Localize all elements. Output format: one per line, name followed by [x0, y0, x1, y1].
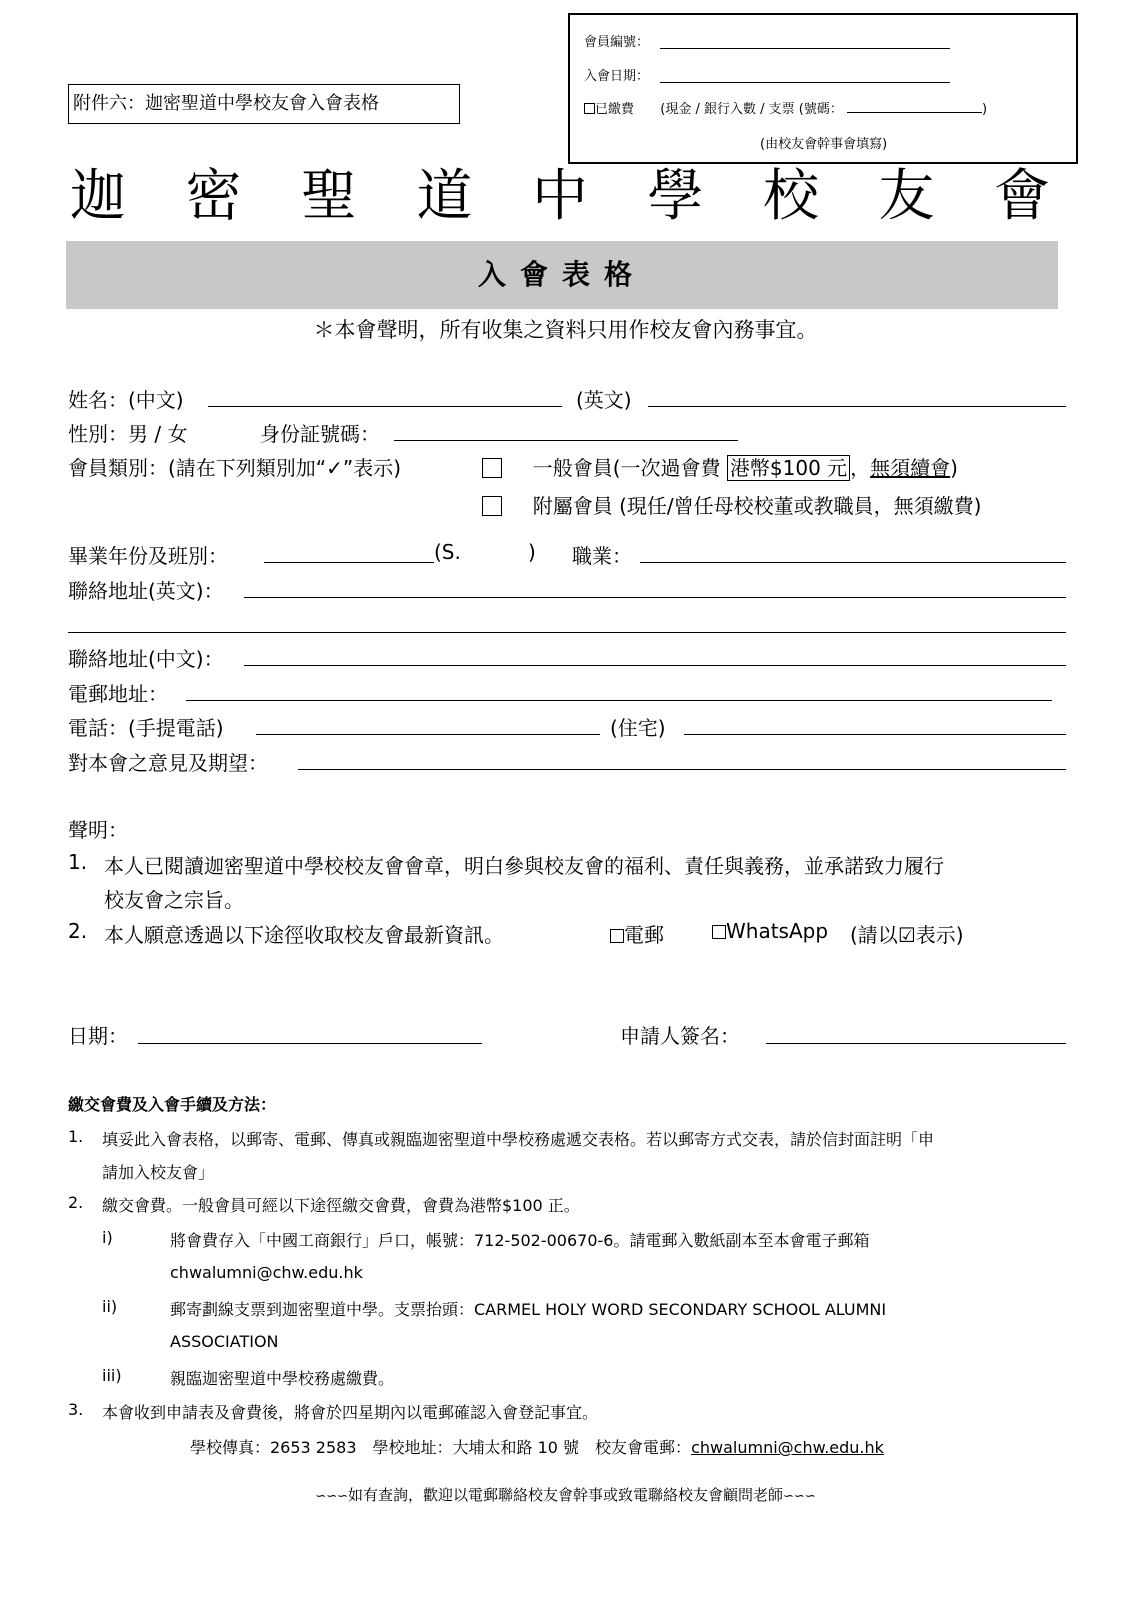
home-phone-label: (住宅): [610, 716, 666, 740]
address-en-label: 聯絡地址(英文)：: [68, 579, 224, 603]
association-title: [60, 152, 1060, 232]
office-note: (由校友會幹事會填寫): [760, 137, 888, 152]
general-member-label: 一般會員(一次過會費: [532, 456, 721, 480]
fee-comma: ，: [850, 456, 871, 480]
ornament-left-icon: ∽∽∽: [315, 1489, 348, 1504]
title-char: 聖: [301, 164, 357, 229]
paid-close: ): [982, 102, 988, 117]
signature-label: 申請人簽名：: [620, 1024, 740, 1048]
declaration-item-1-num: 1.: [68, 850, 88, 874]
opinion-label: 對本會之意見及期望：: [68, 751, 268, 775]
whatsapp-option: [712, 919, 828, 943]
step-2-num: 2.: [68, 1193, 84, 1212]
step-2-text: 繳交會費。一般會員可經以下途徑繳交會費，會費為港幣$100 正。: [102, 1196, 580, 1215]
gender-label: 性別：男 / 女: [68, 422, 188, 446]
associate-member-checkbox[interactable]: [482, 496, 502, 516]
paid-label: 已繳費: [595, 102, 635, 117]
associate-member-option: [482, 490, 981, 519]
privacy-notice: ＊本會聲明，所有收集之資料只用作校友會內務事宜。: [313, 318, 818, 342]
member-no-line[interactable]: [660, 48, 950, 49]
contact-details: 學校傳真：2653 2583 學校地址：大埔太和路 10 號 校友會電郵：: [190, 1438, 692, 1457]
email-option: [610, 919, 664, 948]
step-1-line-1: 填妥此入會表格，以郵寄、電郵、傳真或親臨迦密聖道中學校務處遞交表格。若以郵寄方式交表，請於信封面註明「申: [102, 1130, 935, 1149]
general-close: ): [950, 456, 958, 480]
join-date-line[interactable]: [660, 82, 950, 83]
method-ii-line-1: 郵寄劃線支票到迦密聖道中學。支票抬頭：CARMEL HOLY WORD SECONDARY SCHOOL ALUMNI: [170, 1300, 887, 1319]
id-field[interactable]: [394, 440, 738, 441]
class-close: ): [528, 540, 536, 564]
member-no-label: 會員編號：: [584, 35, 650, 50]
alumni-email-link[interactable]: chwalumni@chw.edu.hk: [691, 1438, 884, 1457]
address-zh-label: 聯絡地址(中文)：: [68, 647, 224, 671]
grad-year-label: 畢業年份及班別：: [68, 544, 228, 568]
check-hint-suffix: 表示): [915, 923, 964, 947]
method-iii-text: 親臨迦密聖道中學校務處繳費。: [170, 1369, 395, 1388]
method-ii-num: ii): [102, 1297, 118, 1316]
ornament-right-icon: ∽∽∽: [783, 1489, 816, 1504]
method-i-line-2: chwalumni@chw.edu.hk: [170, 1263, 363, 1282]
step-1-line-2: 請加入校友會」: [102, 1163, 215, 1182]
general-member-checkbox[interactable]: [482, 458, 502, 478]
step-1-num: 1.: [68, 1127, 84, 1146]
declaration-heading: 聲明：: [68, 818, 128, 842]
title-char: 會: [994, 164, 1050, 229]
member-no-row: [584, 31, 649, 50]
signature-field[interactable]: [766, 1043, 1066, 1044]
form-title-banner: 入會表格: [66, 241, 1058, 309]
mobile-field[interactable]: [256, 734, 600, 735]
email-option-label: 電郵: [624, 923, 664, 947]
home-phone-field[interactable]: [684, 734, 1066, 735]
address-en-field[interactable]: [244, 597, 1066, 598]
title-char: 學: [647, 164, 704, 229]
paid-detail: (現金 / 銀行入數 / 支票 (號碼：: [660, 102, 843, 117]
name-zh-field[interactable]: [208, 406, 562, 407]
checked-box-icon: ☑: [897, 923, 916, 947]
enquiry-text: 如有查詢，歡迎以電郵聯絡校友會幹事或致電聯絡校友會顧問老師: [347, 1486, 783, 1504]
email-field[interactable]: [186, 700, 1052, 701]
general-member-option: [482, 452, 958, 481]
address-en-field-line2[interactable]: [68, 632, 1066, 633]
job-label: 職業：: [572, 544, 632, 568]
grad-year-field[interactable]: [264, 562, 434, 563]
category-label: 會員類別：(請在下列類別加“✓”表示): [68, 456, 402, 480]
title-char: 友: [878, 164, 935, 229]
email-label: 電郵地址：: [68, 682, 168, 706]
phone-label: 電話：(手提電話): [68, 716, 224, 740]
associate-member-label: 附屬會員 (現任/曾任母校校董或教職員，無須繳費): [532, 494, 982, 518]
name-en-field[interactable]: [648, 406, 1066, 407]
step-3-text: 本會收到申請表及會費後，將會於四星期內以電郵確認入會登記事宜。: [102, 1403, 599, 1422]
address-zh-field[interactable]: [244, 665, 1066, 666]
paid-row: [584, 98, 987, 117]
job-field[interactable]: [640, 562, 1066, 563]
cheque-no-line[interactable]: [847, 112, 982, 113]
title-char: 校: [763, 164, 819, 229]
opinion-field[interactable]: [298, 769, 1066, 770]
method-i-line-1: 將會費存入「中國工商銀行」戶口，帳號：712-502-00670-6。請電郵入數紙副本至本會電子郵箱: [170, 1231, 870, 1250]
office-use-box: [568, 13, 1078, 164]
declaration-item-2-text: 本人願意透過以下途徑收取校友會最新資訊。: [104, 923, 504, 947]
class-label: (S.: [434, 540, 461, 564]
title-char: 迦: [70, 164, 126, 229]
join-date-label: 入會日期：: [584, 69, 650, 84]
method-ii-line-2: ASSOCIATION: [170, 1332, 279, 1351]
join-date-row: [584, 65, 649, 84]
whatsapp-checkbox[interactable]: [712, 925, 726, 939]
paid-checkbox[interactable]: [584, 103, 595, 114]
enquiry-line: [0, 1484, 1131, 1505]
title-char: 中: [532, 164, 588, 229]
name-zh-label: 姓名：(中文): [68, 388, 184, 412]
declaration-item-2-num: 2.: [68, 919, 88, 943]
check-hint-prefix: (請以: [850, 923, 898, 947]
name-en-label: (英文): [576, 388, 632, 412]
email-checkbox[interactable]: [610, 929, 624, 943]
declaration-item-1-line-2: 校友會之宗旨。: [104, 888, 244, 912]
procedure-heading: 繳交會費及入會手續及方法：: [68, 1095, 277, 1114]
method-iii-num: iii): [102, 1366, 122, 1385]
contact-info: [190, 1435, 884, 1458]
method-i-num: i): [102, 1228, 113, 1247]
check-hint: [850, 919, 964, 948]
title-char: 道: [416, 164, 473, 229]
date-field[interactable]: [138, 1043, 482, 1044]
step-3-num: 3.: [68, 1400, 84, 1419]
no-renew-text: 無須續會: [870, 456, 951, 480]
annex-label: 附件六：迦密聖道中學校友會入會表格: [68, 84, 460, 124]
title-char: 密: [185, 164, 242, 229]
id-label: 身份証號碼：: [260, 422, 380, 446]
whatsapp-option-label: WhatsApp: [726, 919, 829, 943]
date-label: 日期：: [68, 1024, 128, 1048]
declaration-item-1-line-1: 本人已閱讀迦密聖道中學校校友會會章，明白參與校友會的福利、責任與義務，並承諾致力履行: [104, 854, 944, 878]
fee-box: 港幣$100 元: [727, 455, 850, 481]
